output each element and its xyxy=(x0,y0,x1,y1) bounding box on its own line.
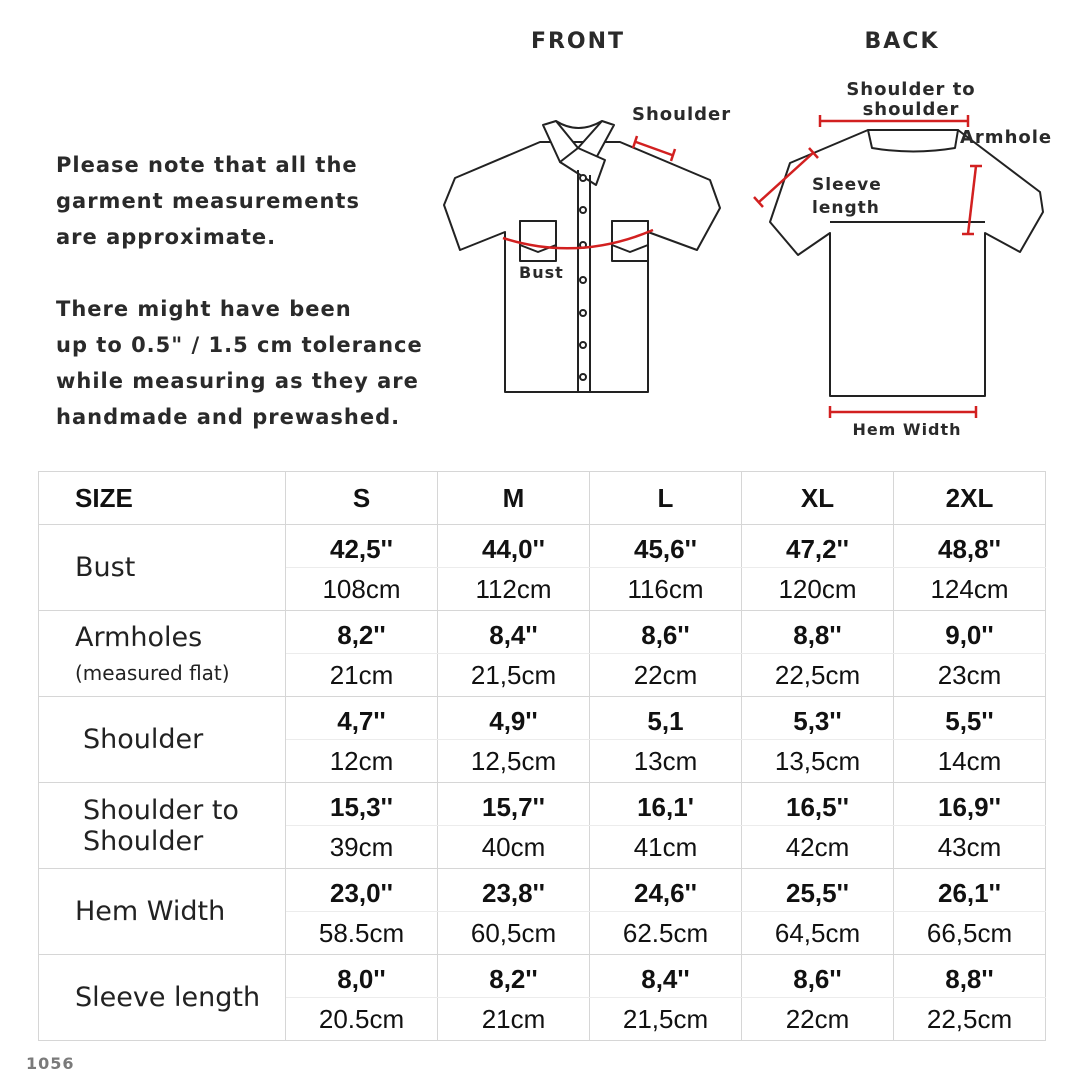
armhole-label: Armhole xyxy=(960,127,1053,148)
inch-value-cell: 8,4'' xyxy=(438,611,590,654)
inch-value-cell: 16,5'' xyxy=(742,783,894,826)
table-row xyxy=(39,869,1046,912)
shoulder-label: Shoulder xyxy=(632,104,732,125)
table-header-row xyxy=(39,472,1046,525)
shoulder-to-shoulder-label-2: shoulder xyxy=(862,99,960,120)
inch-value-cell: 8,2'' xyxy=(286,611,438,654)
cm-value-cell: 116cm xyxy=(590,568,742,611)
cm-value-cell: 66,5cm xyxy=(894,912,1046,955)
inch-value-cell: 44,0'' xyxy=(438,525,590,568)
size-2xl-header: 2XL xyxy=(894,472,1046,525)
cm-value-cell: 12,5cm xyxy=(438,740,590,783)
cm-value-cell: 20.5cm xyxy=(286,998,438,1041)
cm-value-cell: 21,5cm xyxy=(590,998,742,1041)
cm-value-cell: 43cm xyxy=(894,826,1046,869)
inch-value-cell: 8,8'' xyxy=(894,955,1046,998)
inch-value-cell: 8,4'' xyxy=(590,955,742,998)
measurement-note: Please note that all the garment measurements are approximate. xyxy=(56,153,360,249)
cm-value-cell: 23cm xyxy=(894,654,1046,697)
cm-value-cell: 21cm xyxy=(438,998,590,1041)
cm-value-cell: 39cm xyxy=(286,826,438,869)
row-sublabel: (measured flat) xyxy=(75,661,230,685)
cm-value-cell: 41cm xyxy=(590,826,742,869)
cm-value-cell: 22cm xyxy=(590,654,742,697)
inch-value-cell: 16,9'' xyxy=(894,783,1046,826)
size-chart-table xyxy=(38,471,1046,1041)
row-label xyxy=(39,955,286,1041)
inch-value-cell: 26,1'' xyxy=(894,869,1046,912)
inch-value-cell: 8,2'' xyxy=(438,955,590,998)
cm-value-cell: 42cm xyxy=(742,826,894,869)
hem-width-label: Hem Width xyxy=(852,420,962,439)
row-label xyxy=(39,611,286,697)
front-shirt-icon xyxy=(444,121,720,392)
inch-value-cell: 24,6'' xyxy=(590,869,742,912)
inch-value-cell: 48,8'' xyxy=(894,525,1046,568)
sleeve-length-label: Sleeve xyxy=(812,175,882,195)
row-label xyxy=(39,869,286,955)
table-row xyxy=(39,955,1046,998)
row-label xyxy=(39,525,286,611)
row-label-text: Shoulder xyxy=(83,724,204,755)
inch-value-cell: 9,0'' xyxy=(894,611,1046,654)
inch-value-cell: 8,8'' xyxy=(742,611,894,654)
row-label xyxy=(39,697,286,783)
cm-value-cell: 22,5cm xyxy=(742,654,894,697)
cm-value-cell: 14cm xyxy=(894,740,1046,783)
cm-value-cell: 40cm xyxy=(438,826,590,869)
inch-value-cell: 8,6'' xyxy=(590,611,742,654)
row-label xyxy=(39,783,286,869)
bust-label: Bust xyxy=(519,263,564,282)
cm-value-cell: 62.5cm xyxy=(590,912,742,955)
inch-value-cell: 23,0'' xyxy=(286,869,438,912)
cm-value-cell: 13cm xyxy=(590,740,742,783)
shoulder-to-shoulder-label: Shoulder to xyxy=(846,79,976,100)
cm-value-cell: 12cm xyxy=(286,740,438,783)
inch-value-cell: 4,9'' xyxy=(438,697,590,740)
inch-value-cell: 15,7'' xyxy=(438,783,590,826)
inch-value-cell: 5,5'' xyxy=(894,697,1046,740)
cm-value-cell: 124cm xyxy=(894,568,1046,611)
inch-value-cell: 42,5'' xyxy=(286,525,438,568)
inch-value-cell: 45,6'' xyxy=(590,525,742,568)
inch-value-cell: 16,1' xyxy=(590,783,742,826)
inch-value-cell: 23,8'' xyxy=(438,869,590,912)
cm-value-cell: 64,5cm xyxy=(742,912,894,955)
sleeve-length-label-2: length xyxy=(812,198,880,218)
table-row xyxy=(39,783,1046,826)
row-label-text: Armholes xyxy=(75,622,203,653)
cm-value-cell: 22cm xyxy=(742,998,894,1041)
table-row xyxy=(39,611,1046,654)
inch-value-cell: 47,2'' xyxy=(742,525,894,568)
product-code: 1056 xyxy=(26,1054,75,1073)
cm-value-cell: 112cm xyxy=(438,568,590,611)
table-row xyxy=(39,525,1046,568)
back-shirt-icon xyxy=(770,130,1043,396)
inch-value-cell: 15,3'' xyxy=(286,783,438,826)
cm-value-cell: 60,5cm xyxy=(438,912,590,955)
inch-value-cell: 25,5'' xyxy=(742,869,894,912)
size-xl-header: XL xyxy=(742,472,894,525)
table-row xyxy=(39,697,1046,740)
size-l-header: L xyxy=(590,472,742,525)
cm-value-cell: 13,5cm xyxy=(742,740,894,783)
row-label-text: Shoulder to Shoulder xyxy=(83,794,239,857)
row-label-text: Bust xyxy=(75,552,136,583)
cm-value-cell: 21,5cm xyxy=(438,654,590,697)
inch-value-cell: 4,7'' xyxy=(286,697,438,740)
tolerance-note: There might have been up to 0.5" / 1.5 cm tolerance while measuring as they are handmade and prewashed. xyxy=(56,297,423,429)
row-label-text: Sleeve length xyxy=(75,982,261,1013)
inch-value-cell: 8,6'' xyxy=(742,955,894,998)
cm-value-cell: 120cm xyxy=(742,568,894,611)
row-label-text: Hem Width xyxy=(75,896,226,927)
cm-value-cell: 21cm xyxy=(286,654,438,697)
cm-value-cell: 58.5cm xyxy=(286,912,438,955)
back-title: BACK xyxy=(864,29,940,54)
inch-value-cell: 5,1 xyxy=(590,697,742,740)
inch-value-cell: 8,0'' xyxy=(286,955,438,998)
size-s-header: S xyxy=(286,472,438,525)
size-header: SIZE xyxy=(39,472,286,525)
cm-value-cell: 22,5cm xyxy=(894,998,1046,1041)
shirt-diagram xyxy=(430,0,1080,460)
size-m-header: M xyxy=(438,472,590,525)
inch-value-cell: 5,3'' xyxy=(742,697,894,740)
front-title: FRONT xyxy=(530,29,626,54)
cm-value-cell: 108cm xyxy=(286,568,438,611)
